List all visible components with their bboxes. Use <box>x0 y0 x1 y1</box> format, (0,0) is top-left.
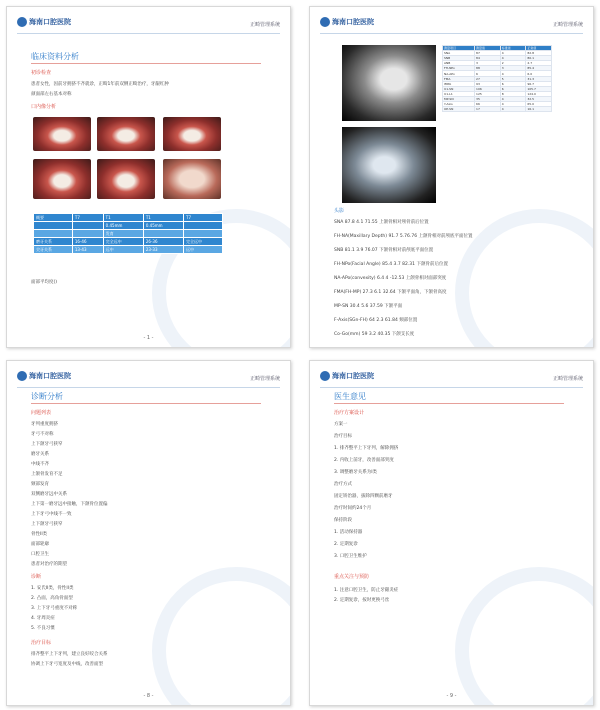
problem-item: 上下颌牙弓狭窄 <box>31 442 63 447</box>
table-cell: SNB <box>443 56 475 61</box>
table-header: 测量项目 <box>443 46 475 51</box>
problem-item: 上颌骨发育不足 <box>31 472 63 477</box>
page-header <box>320 371 583 388</box>
table-cell: 35 <box>475 96 501 101</box>
page-decoration <box>455 567 594 706</box>
table-cell: 32.5 <box>526 96 552 101</box>
table-cell: 8 <box>500 91 526 96</box>
table-cell: 4 <box>500 51 526 56</box>
page-header <box>17 17 280 34</box>
problem-item: 上下第一磨牙远中接触，下颌骨位置偏 <box>31 502 108 507</box>
intraoral-photo-2 <box>97 117 155 151</box>
note-line: 2. 定期复诊，按时更换弓丝 <box>334 598 390 603</box>
page1-line-1: 患者女性，因前牙拥挤不齐就诊，正畸1年前双侧正畸治疗，牙龈红肿 <box>31 82 169 87</box>
cephalometric-xray-2 <box>342 127 436 203</box>
text-line: 方案一 <box>334 422 348 427</box>
text-line: Co-Go(mm) 59 3.2 40.35 下颌支长度 <box>334 332 415 337</box>
page1-footnote: 面部平均度() <box>31 280 58 285</box>
table-cell <box>34 230 73 238</box>
text-line: FMA(FH-MP) 27.3 6.1 32.64 下颌平面角，下颌骨高度 <box>334 290 447 295</box>
table-cell: 概要 <box>34 214 73 222</box>
table-cell: 6 <box>475 71 501 76</box>
table-cell: 17 <box>475 107 501 112</box>
goal-line: 排齐整平上下牙列，建立良好咬合关系 <box>31 652 108 657</box>
table-cell: ANB <box>443 61 475 66</box>
document-page-2 <box>309 6 594 348</box>
department-label: 正畸管理系统 <box>552 376 583 382</box>
hospital-logo: 海南口腔医院 <box>320 17 374 27</box>
table-cell: FMA <box>443 76 475 81</box>
table-cell: 0.45mm <box>103 222 143 230</box>
page-number: - 9 - <box>446 693 457 699</box>
table-header: 测量值 <box>475 46 501 51</box>
text-line: NA-APo(convexity) 6.4 4 -12.53 上颌骨相对面部突度 <box>334 276 447 281</box>
title-underline <box>31 403 261 404</box>
page-decoration <box>152 567 291 706</box>
table-cell: SNA <box>443 51 475 56</box>
document-page-3 <box>6 360 291 706</box>
table-cell: 5 <box>500 76 526 81</box>
page-decoration <box>455 209 594 348</box>
table-cell: 6 <box>500 81 526 86</box>
table-cell: 13-43 <box>72 246 103 254</box>
page4-subtitle-1: 治疗方案设计 <box>334 410 365 416</box>
intraoral-photo-6 <box>163 159 221 199</box>
page1-subtitle-2: 口内像分析 <box>31 104 57 110</box>
table-cell: 6.0 <box>526 71 552 76</box>
table-cell: 0.45mm <box>143 222 183 230</box>
page-number: - 1 - <box>143 335 154 341</box>
text-line: MP-SN 30.4 5.6 37.59 下颌平面 <box>334 304 403 309</box>
table-cell: 远中 <box>184 246 223 254</box>
table-cell <box>72 222 103 230</box>
diagnosis-item: 3. 上下牙弓重度不对称 <box>31 606 78 611</box>
page1-line-2: 颜面部左右基本对称 <box>31 92 72 97</box>
table-cell: 3 <box>475 61 501 66</box>
table-cell: 2 <box>500 61 526 66</box>
text-line: SNB 81.1 3.9 76.07 下颌骨相对前颅底平面位置 <box>334 248 434 253</box>
page3-subtitle-3: 治疗目标 <box>31 640 52 646</box>
text-line: 1. 活动保持器 <box>334 530 363 535</box>
page4-title: 医生意见 <box>334 392 366 401</box>
table-cell: T7 <box>72 214 103 222</box>
table-cell: NA-APo <box>443 71 475 76</box>
problem-item: 牙列重度拥挤 <box>31 422 58 427</box>
table-cell: 106 <box>475 86 501 91</box>
table-cell <box>184 230 223 238</box>
page3-subtitle-2: 诊断 <box>31 574 42 580</box>
table-cell <box>143 230 183 238</box>
table-cell: 4 <box>500 107 526 112</box>
page-header <box>17 371 280 388</box>
table-cell: T1 <box>103 214 143 222</box>
table-cell: 88 <box>475 66 501 71</box>
intraoral-photo-3 <box>163 117 221 151</box>
table-cell <box>184 222 223 230</box>
table-cell: 125 <box>475 91 501 96</box>
table-cell: 发育 <box>103 230 143 238</box>
diagnosis-item: 4. 牙周炎症 <box>31 616 55 621</box>
problem-item: 患者对治疗的期望 <box>31 562 67 567</box>
table-cell: 磨牙关系 <box>34 238 73 246</box>
page4-subtitle-2: 重点关注与预防 <box>334 574 370 580</box>
occlusion-table <box>33 213 223 254</box>
text-line: 治疗目标 <box>334 434 352 439</box>
cephalometric-table <box>442 45 552 112</box>
logo-mark-icon <box>320 17 330 27</box>
table-cell: T7 <box>184 214 223 222</box>
text-line: 3. 口腔卫生维护 <box>334 554 367 559</box>
problem-item: 上下颌牙弓狭窄 <box>31 522 63 527</box>
title-underline <box>31 63 261 64</box>
problem-item: 双侧磨牙远中关系 <box>31 492 67 497</box>
table-cell: 6 <box>500 86 526 91</box>
goal-line: 协调上下牙弓宽度及中线，改善面型 <box>31 662 103 667</box>
table-cell: U1-SN <box>443 86 475 91</box>
table-cell: 3 <box>500 66 526 71</box>
problem-item: 牙弓不对称 <box>31 432 54 437</box>
table-cell: OP-SN <box>443 107 475 112</box>
diagnosis-item: 1. 安氏II类，骨性II类 <box>31 586 74 591</box>
document-page-4 <box>309 360 594 706</box>
page-header <box>320 17 583 34</box>
text-line: SNA 87.8 4.1 71.55 上颌骨相对颅骨前后位置 <box>334 220 429 225</box>
title-underline <box>334 403 564 404</box>
text-line: 2. 定期复诊 <box>334 542 358 547</box>
table-cell: 26-36 <box>143 238 183 246</box>
text-line: 3. 调整磨牙关系为I类 <box>334 470 378 475</box>
table-cell: 16-46 <box>72 238 103 246</box>
table-cell <box>34 222 73 230</box>
department-label: 正畸管理系统 <box>249 22 280 28</box>
text-line: FH-NPo(Facial Angle) 85.4 3.7 82.31 下颌骨前后位置 <box>334 262 448 267</box>
department-label: 正畸管理系统 <box>552 22 583 28</box>
table-cell: 远中 <box>103 246 143 254</box>
table-cell: 4 <box>500 71 526 76</box>
table-cell: 31.3 <box>526 76 552 81</box>
table-cell: 23-33 <box>143 246 183 254</box>
intraoral-photo-5 <box>97 159 155 199</box>
diagnosis-item: 5. 不良习惯 <box>31 626 55 631</box>
table-header: 标准差 <box>500 46 526 51</box>
problem-item: 中线不齐 <box>31 462 49 467</box>
table-cell: 2.7 <box>526 61 552 66</box>
table-cell: U1-L1 <box>443 91 475 96</box>
table-cell: 4 <box>500 56 526 61</box>
logo-mark-icon <box>17 371 27 381</box>
problem-item: 口腔卫生 <box>31 552 49 557</box>
table-cell: 85.4 <box>526 66 552 71</box>
problem-item: 骨性II类 <box>31 532 48 537</box>
logo-mark-icon <box>17 17 27 27</box>
table-cell: T1 <box>143 214 183 222</box>
table-cell: 4 <box>500 102 526 107</box>
table-cell: FH-NPo <box>443 66 475 71</box>
page3-subtitle-1: 问题列表 <box>31 410 52 416</box>
table-cell: 96.7 <box>526 81 552 86</box>
table-cell: MP-SN <box>443 96 475 101</box>
note-line: 1. 注意口腔卫生，防止牙龈炎症 <box>334 588 399 593</box>
text-line: 2. 内收上前牙，改善面部突度 <box>334 458 394 463</box>
table-cell: 16.1 <box>526 107 552 112</box>
table-cell: 93 <box>475 81 501 86</box>
page-number: - 8 - <box>143 693 154 699</box>
problem-item: 面部轮廓 <box>31 542 49 547</box>
hospital-logo: 海南口腔医院 <box>17 17 71 27</box>
hospital-logo: 海南口腔医院 <box>17 371 71 381</box>
table-row <box>443 107 552 112</box>
page2-section: 头影 <box>334 208 345 214</box>
document-page-1 <box>6 6 291 348</box>
logo-mark-icon <box>320 371 330 381</box>
text-line: 治疗时间约24个月 <box>334 506 372 511</box>
table-cell: 84 <box>475 56 501 61</box>
diagnosis-item: 2. 凸面，高角骨面型 <box>31 596 73 601</box>
page1-title: 临床资料分析 <box>31 52 79 61</box>
text-line: FH-NA(Maxillary Depth) 91.7 5.76.76 上颌骨相对前颅底平面位置 <box>334 234 473 239</box>
table-cell: 尖牙关系 <box>34 246 73 254</box>
table-cell: 27 <box>475 76 501 81</box>
table-cell: 105.7 <box>526 86 552 91</box>
table-cell: 66 <box>475 102 501 107</box>
text-line: 保持阶段 <box>334 518 352 523</box>
table-cell: 完全远中 <box>103 238 143 246</box>
page1-subtitle-1: 初诊检查 <box>31 70 52 76</box>
problem-item: 颏部发育 <box>31 482 49 487</box>
text-line: 1. 排齐整平上下牙列，解除拥挤 <box>334 446 399 451</box>
table-cell: 80.1 <box>526 56 552 61</box>
table-cell: 124.0 <box>526 91 552 96</box>
intraoral-photo-4 <box>33 159 91 199</box>
text-line: 固定矫治器，拔除四颗前磨牙 <box>334 494 393 499</box>
table-cell: 4 <box>500 96 526 101</box>
table-header: 正常值 <box>526 46 552 51</box>
table-cell: 完全远中 <box>184 238 223 246</box>
cephalometric-xray-1 <box>342 45 436 121</box>
page3-title: 诊断分析 <box>31 392 63 401</box>
intraoral-photo-1 <box>33 117 91 151</box>
table-cell: IMPA <box>443 81 475 86</box>
text-line: F-Axis(SGn-FH) 64 2.3 61.84 颏部位置 <box>334 318 418 323</box>
text-line: 治疗方式 <box>334 482 352 487</box>
table-cell: Y-Axis <box>443 102 475 107</box>
table-cell: 87 <box>475 51 501 56</box>
department-label: 正畸管理系统 <box>249 376 280 382</box>
table-cell: 65.0 <box>526 102 552 107</box>
table-cell <box>72 230 103 238</box>
hospital-logo: 海南口腔医院 <box>320 371 374 381</box>
table-cell: 82.8 <box>526 51 552 56</box>
problem-item: 磨牙关系 <box>31 452 49 457</box>
problem-item: 上下牙弓中线不一致 <box>31 512 72 517</box>
